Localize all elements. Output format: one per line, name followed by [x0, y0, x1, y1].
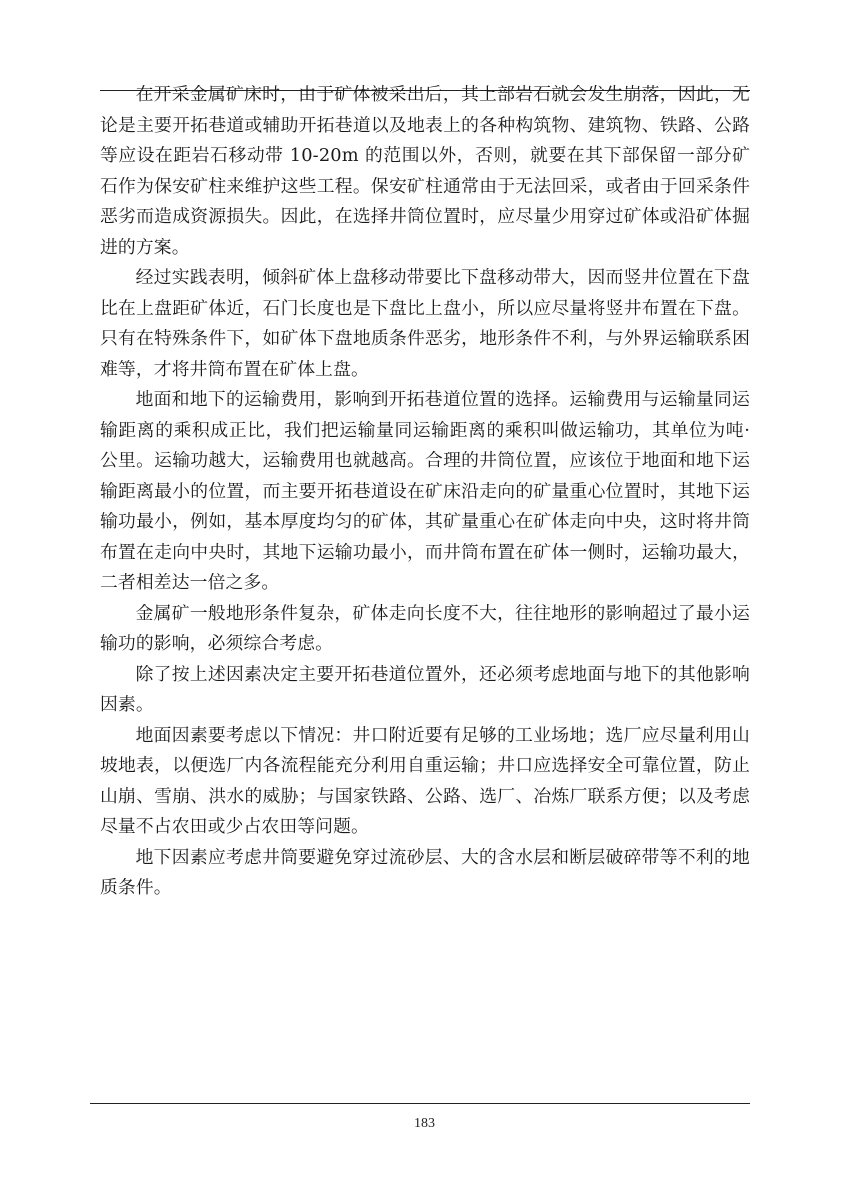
- paragraph: 地面和地下的运输费用，影响到开拓巷道位置的选择。运输费用与运输量同运输距离的乘积成正比，我们把运输量同运输距离的乘积叫做运输功，其单位为吨·公里。运输功越大，运输费用也就越高。合理的井筒位置，应该位于地面和地下运输距离最小的位置，而主要开拓巷道设在矿床沿走向的矿量重心位置时，其地下运输功最小，例如，基本厚度均匀的矿体，其矿量重心在矿体走向中央，这时将井筒布置在走向中央时，其地下运输功最小，而井筒布置在矿体一侧时，运输功最大，二者相差达一倍之多。: [100, 389, 750, 593]
- paragraph: 地下因素应考虑井筒要避免穿过流砂层、大的含水层和断层破碎带等不利的地质条件。: [100, 846, 750, 898]
- paragraph: 在开采金属矿床时，由于矿体被采出后，其上部岩石就会发生崩落，因此，无论是主要开拓巷道或辅助开拓巷道以及地表上的各种构筑物、建筑物、铁路、公路等应设在距岩石移动带 10-20m 的范围以外，否则，就要在其下部保留一部分矿石作为保安矿柱来维护这些工程。保安矿柱通常由于无法回采，或者由于回采条件恶劣而造成资源损失。因此，在选择井筒位置时，应尽量少用穿过矿体或沿矿体掘进的方案。: [100, 84, 750, 258]
- body-text: [100, 80, 750, 904]
- page-number: 183: [414, 1116, 435, 1131]
- paragraph: 地面因素要考虑以下情况：井口附近要有足够的工业场地；选厂应尽量利用山坡地表，以便选厂内各流程能充分利用自重运输；井口应选择安全可靠位置，防止山崩、雪崩、洪水的威胁；与国家铁路、公路、选厂、冶炼厂联系方便；以及考虑尽量不占农田或少占农田等问题。: [100, 724, 750, 837]
- paragraph: 金属矿一般地形条件复杂，矿体走向长度不大，往往地形的影响超过了最小运输功的影响，必须综合考虑。: [100, 602, 750, 654]
- paragraph: 除了按上述因素决定主要开拓巷道位置外，还必须考虑地面与地下的其他影响因素。: [100, 663, 750, 715]
- paragraph: 经过实践表明，倾斜矿体上盘移动带要比下盘移动带大，因而竖井位置在下盘比在上盘距矿体近，石门长度也是下盘比上盘小，所以应尽量将竖井布置在下盘。只有在特殊条件下，如矿体下盘地质条件恶劣，地形条件不利，与外界运输联系困难等，才将井筒布置在矿体上盘。: [100, 267, 750, 380]
- footer-rule: [90, 1103, 750, 1104]
